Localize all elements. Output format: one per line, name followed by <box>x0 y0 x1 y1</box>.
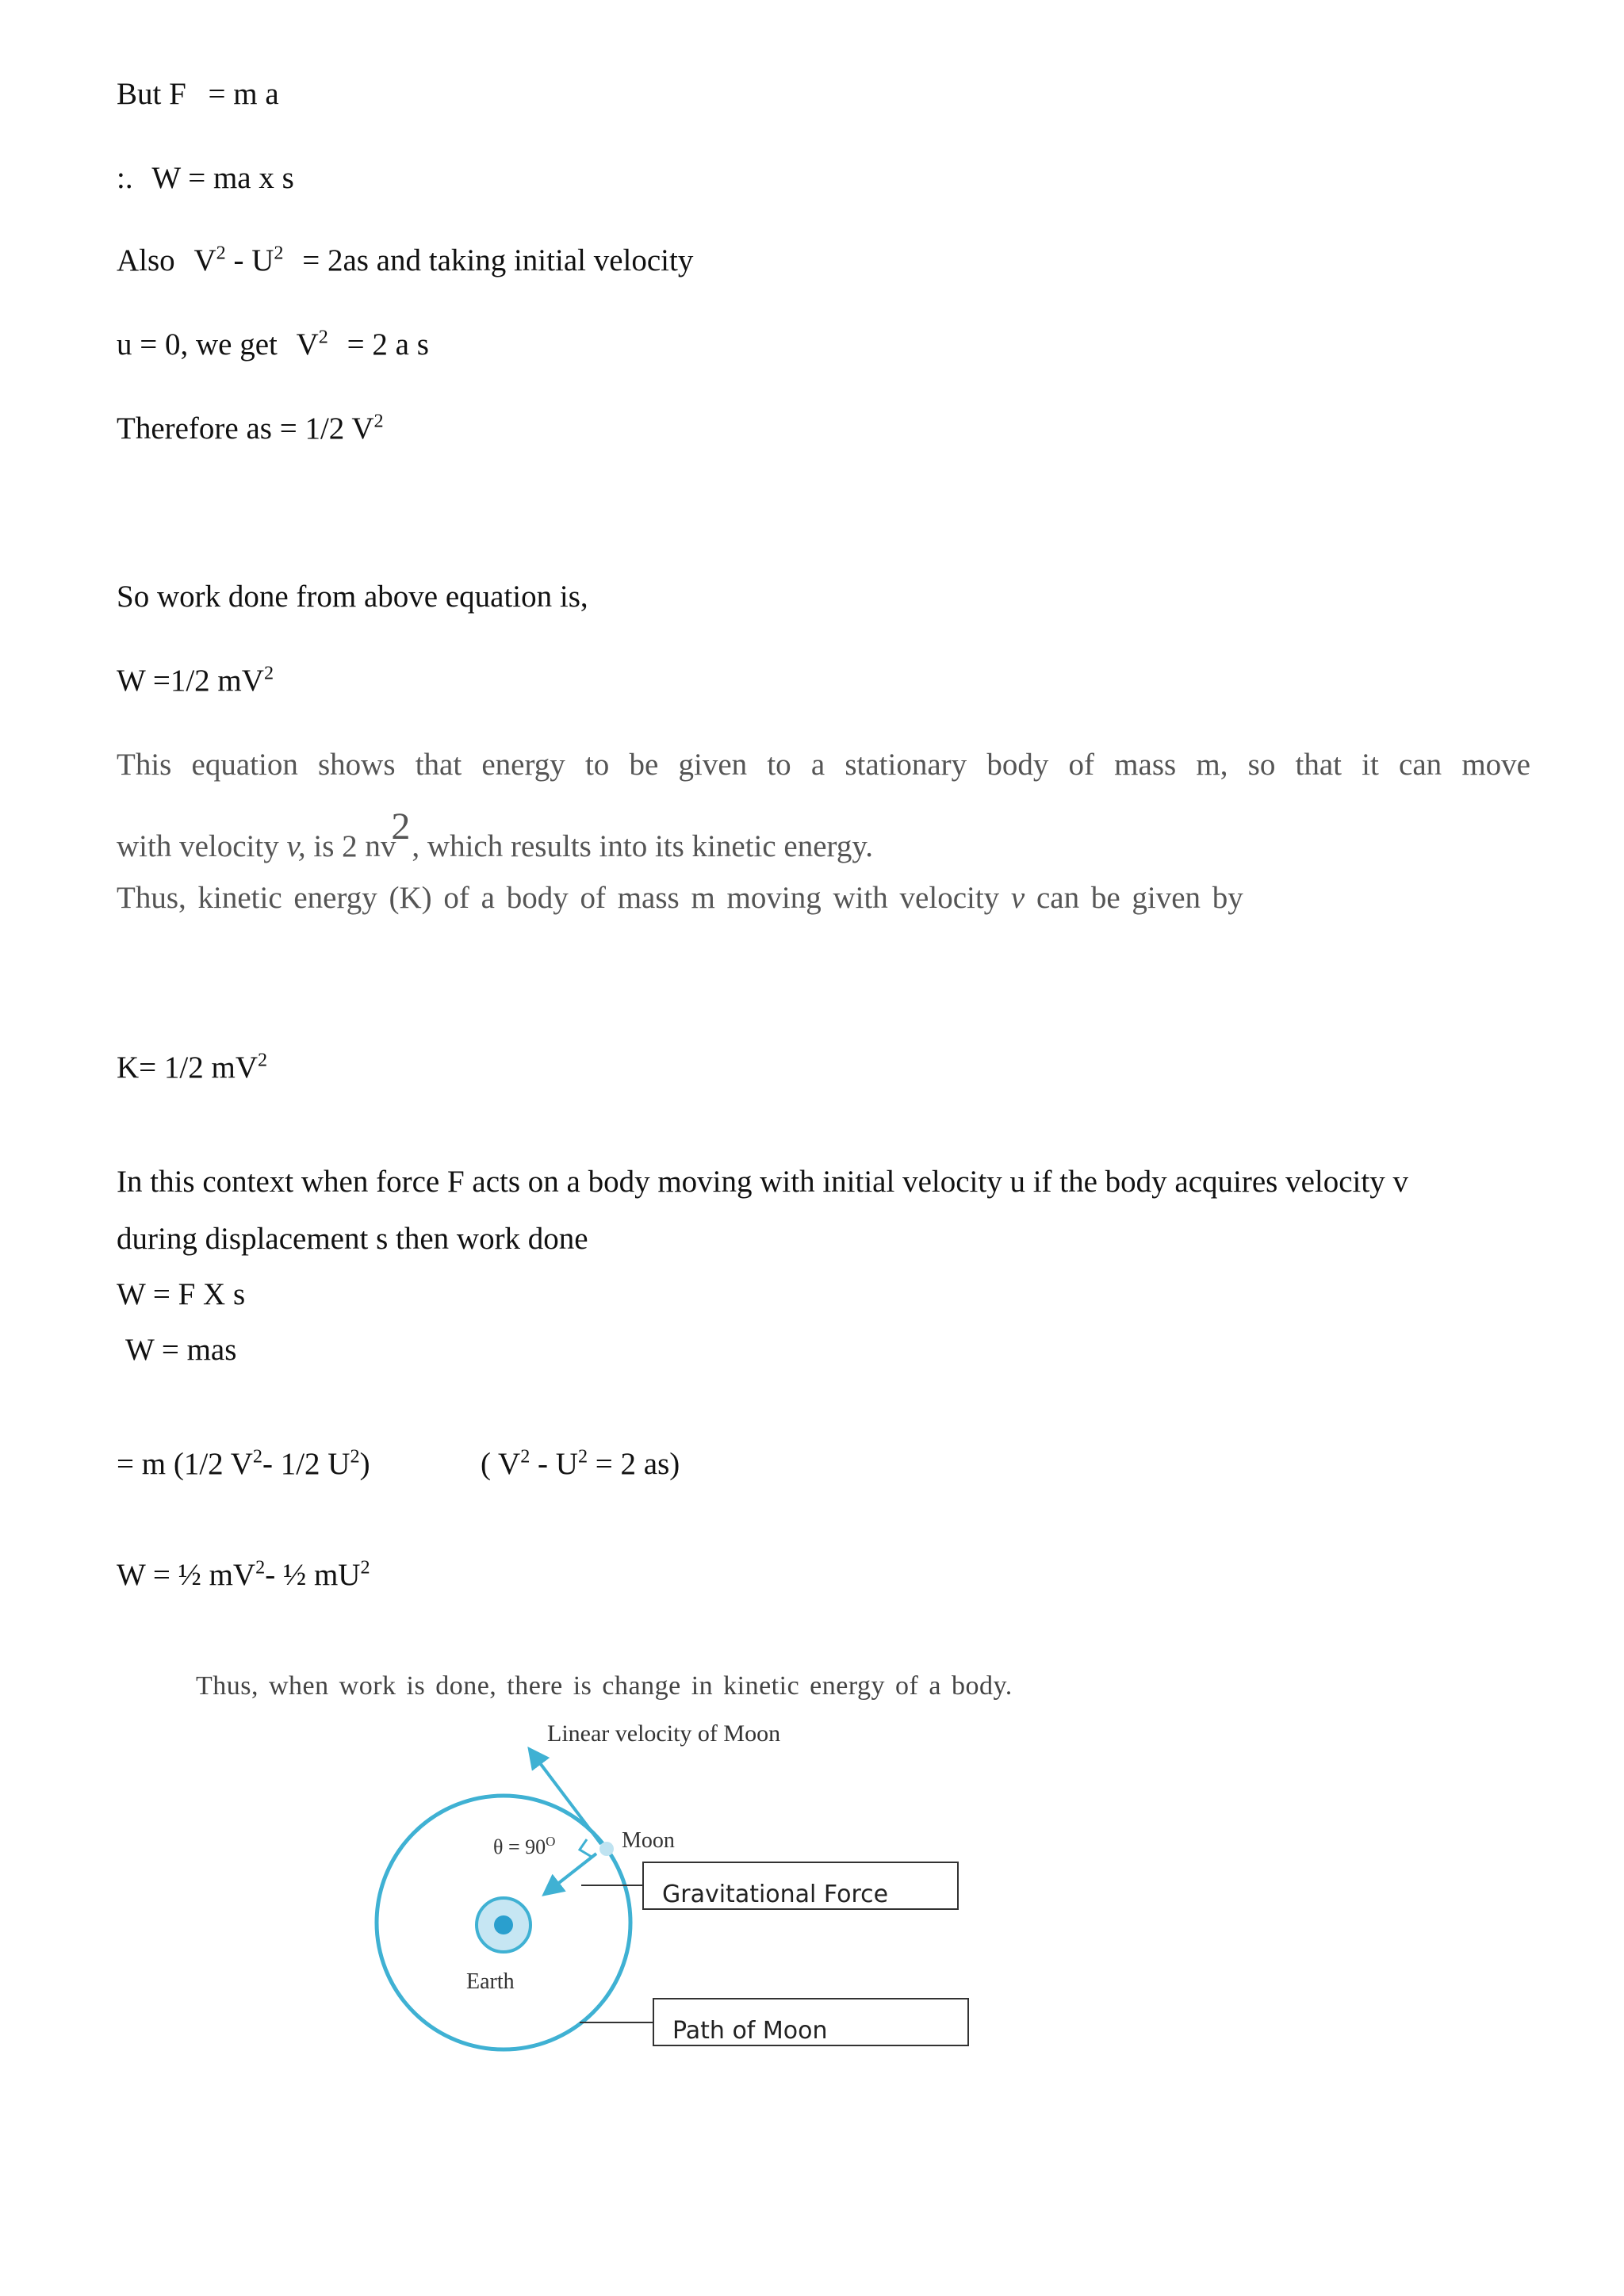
text: - U <box>225 243 274 277</box>
degree-symbol: O <box>546 1834 556 1849</box>
line-during-displacement <box>117 1221 588 1258</box>
text: Therefore as = 1/2 V <box>117 411 374 446</box>
text: is 2 nv <box>305 829 396 863</box>
text: can be given by <box>1025 881 1243 915</box>
superscript: 2 <box>577 1445 588 1468</box>
superscript: 2 <box>255 1556 266 1578</box>
line-so-work <box>117 579 588 616</box>
angle-text: θ = 90 <box>493 1835 546 1858</box>
text: , which results into its kinetic energy. <box>412 829 874 863</box>
text: during displacement s then work done <box>117 1222 588 1256</box>
text: = 2 as) <box>588 1447 680 1481</box>
superscript: 2 <box>520 1445 530 1468</box>
line-thus-kinetic <box>117 880 1243 917</box>
moon-orbit-diagram <box>349 1712 999 2077</box>
line-therefore <box>117 411 384 448</box>
text: :. <box>117 161 133 195</box>
text: In this context when force F acts on a body moving with initial velocity u if the body acquires velocity v <box>117 1165 1408 1199</box>
line-u-zero <box>117 327 429 364</box>
path-of-moon-label: Path of Moon <box>672 2017 828 2045</box>
text: ) <box>359 1447 370 1481</box>
line-w-half <box>117 663 274 700</box>
superscript: 2 <box>274 242 284 264</box>
text: W = ½ mV <box>117 1558 256 1592</box>
text: u = 0, we get <box>117 327 278 362</box>
text: = 2as and taking initial velocity <box>302 243 694 277</box>
moon-label: Moon <box>622 1828 675 1853</box>
text: W =1/2 mV <box>117 664 264 698</box>
text: K= 1/2 mV <box>117 1050 258 1085</box>
superscript: 2 <box>318 326 328 348</box>
earth-label: Earth <box>466 1969 515 1994</box>
text: - 1/2 U <box>262 1447 350 1481</box>
text: - ½ mU <box>265 1558 361 1592</box>
text: = 2 a s <box>347 327 429 362</box>
superscript: 2 <box>252 1445 262 1468</box>
text: W = ma x s <box>151 161 294 195</box>
text: So work done from above equation is, <box>117 580 588 614</box>
moon-icon <box>599 1842 614 1856</box>
text: with velocity <box>117 829 287 863</box>
text: Also <box>117 243 175 277</box>
superscript: 2 <box>263 662 274 684</box>
line-in-this-context <box>117 1164 1408 1201</box>
earth-core <box>494 1915 513 1934</box>
text: W = mas <box>125 1333 237 1367</box>
text: W = F X s <box>117 1277 246 1311</box>
superscript: 2 <box>373 410 384 432</box>
text: This equation shows that energy to be given to a stationary body of mass m, so that it can move <box>117 748 1530 782</box>
line-work-ma <box>117 160 294 197</box>
superscript: 2 <box>216 242 226 264</box>
linear-velocity-label: Linear velocity of Moon <box>547 1720 781 1747</box>
italic-v: v <box>1010 881 1025 915</box>
text: V <box>193 243 216 277</box>
superscript: 2 <box>258 1049 268 1071</box>
line-w-fxs <box>117 1276 245 1314</box>
text: But F <box>117 77 186 111</box>
superscript: 2 <box>360 1556 370 1578</box>
italic-v: v, <box>286 829 306 863</box>
text: V <box>296 327 319 362</box>
superscript: 2 <box>391 806 411 848</box>
line-identity <box>481 1446 680 1483</box>
line-with-velocity <box>117 806 874 867</box>
line-m-half <box>117 1446 370 1483</box>
text: Thus, kinetic energy (K) of a body of mass m moving with velocity <box>117 881 1011 915</box>
angle-label <box>493 1834 555 1858</box>
velocity-arrow <box>533 1754 601 1844</box>
line-w-final <box>117 1557 370 1594</box>
line-but-f <box>117 76 279 113</box>
superscript: 2 <box>350 1445 360 1468</box>
gravitational-force-label: Gravitational Force <box>662 1881 889 1908</box>
text: = m a <box>208 77 279 111</box>
text: ( V <box>481 1447 521 1481</box>
paragraph-equation-shows <box>117 747 1530 784</box>
line-also <box>117 243 693 280</box>
text: - U <box>530 1447 578 1481</box>
right-angle-marker <box>580 1839 592 1857</box>
line-w-mas <box>125 1332 236 1369</box>
text: = m (1/2 V <box>117 1447 253 1481</box>
figure-caption: Thus, when work is done, there is change in kinetic energy of a body. <box>196 1671 1013 1701</box>
line-k-half <box>117 1050 267 1087</box>
